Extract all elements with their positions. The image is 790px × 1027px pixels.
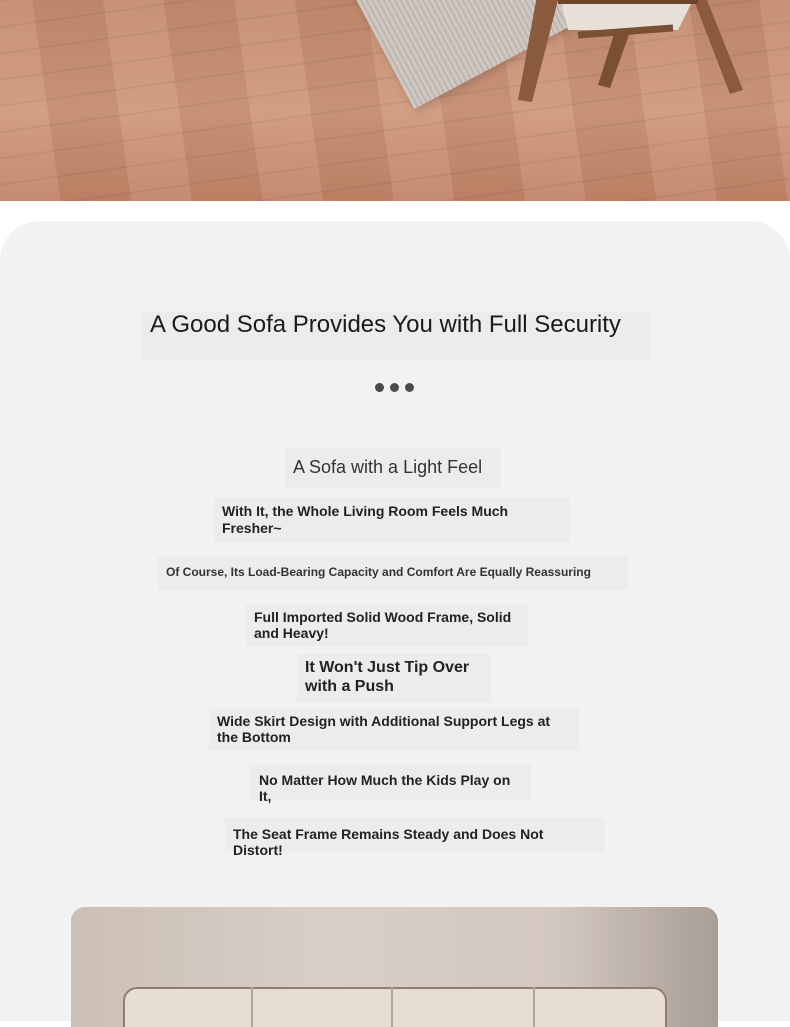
sofa-seam (391, 987, 393, 1027)
hero-image-floor-chair (0, 0, 790, 201)
sofa-seam (251, 987, 253, 1027)
feature-line-solid-wood: Full Imported Solid Wood Frame, Solid and Heavy! (246, 604, 528, 646)
decorative-dots (375, 383, 417, 393)
feature-line-light-feel: A Sofa with a Light Feel (285, 448, 501, 488)
feature-line-steady-frame: The Seat Frame Remains Steady and Does Not Distort! (225, 818, 605, 852)
chair-graphic (498, 0, 748, 130)
section-title: A Good Sofa Provides You with Full Security (142, 312, 650, 360)
feature-line-kids-play: No Matter How Much the Kids Play on It, (249, 764, 531, 800)
sofa-seam (533, 987, 535, 1027)
sofa-product-image (71, 907, 718, 1027)
dot-icon (375, 383, 384, 392)
feature-line-wide-skirt: Wide Skirt Design with Additional Support Legs at the Bottom (209, 708, 579, 750)
feature-line-fresher: With It, the Whole Living Room Feels Much Fresher~ (214, 498, 570, 542)
feature-line-no-tip: It Won't Just Tip Over with a Push (297, 654, 491, 702)
dot-icon (390, 383, 399, 392)
feature-line-load-bearing: Of Course, Its Load-Bearing Capacity and Comfort Are Equally Reassuring (158, 556, 628, 590)
dot-icon (405, 383, 414, 392)
sofa-graphic (123, 987, 667, 1027)
